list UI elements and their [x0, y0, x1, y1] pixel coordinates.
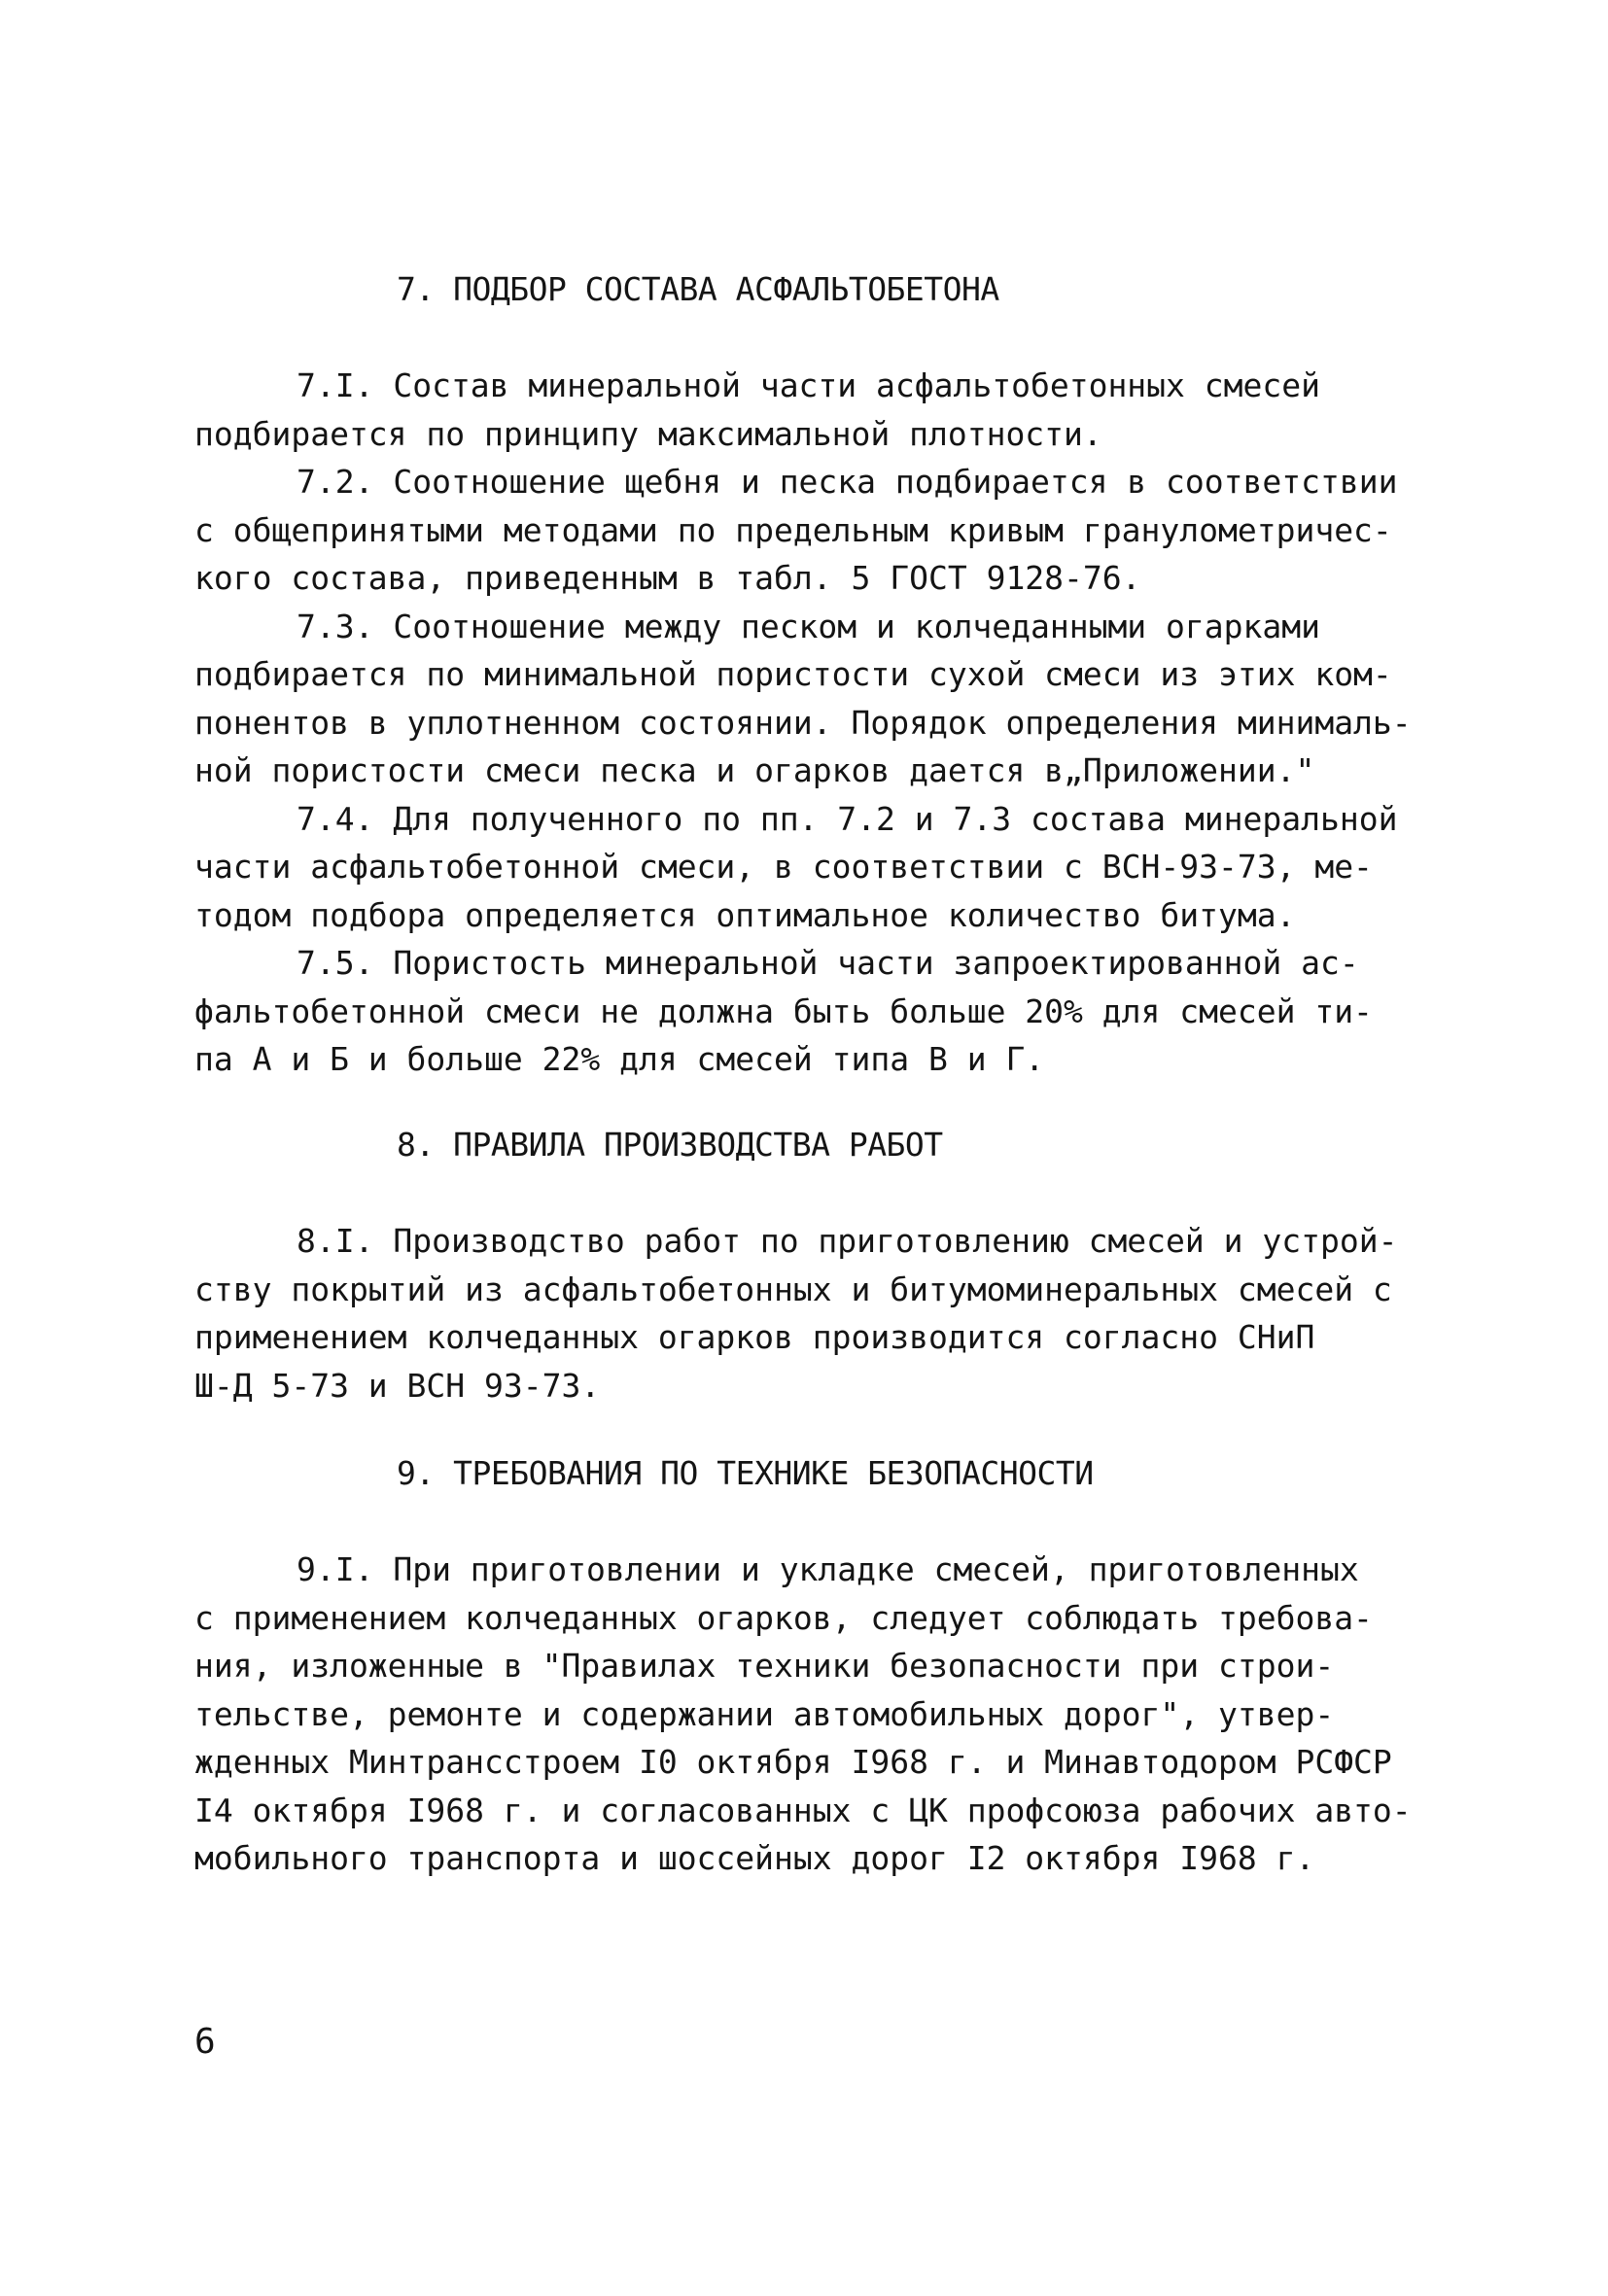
- text-line: с общепринятыми методами по предельным кривым гранулометричес-: [194, 510, 1392, 549]
- text-line: тодом подбора определяется оптимальное количество битума.: [194, 895, 1296, 934]
- text-line: 7.3. Соотношение между песком и колчеданными огарками: [297, 607, 1320, 645]
- text-line: тельстве, ремонте и содержании автомобильных дорог", утвер-: [194, 1694, 1335, 1733]
- text-line: жденных Минтрансстроем I0 октября I968 г. и Минавтодором РСФСР: [194, 1743, 1392, 1781]
- text-line: 7.5. Пористость минеральной части запроектированной ас-: [297, 944, 1359, 982]
- text-line: применением колчеданных огарков производится согласно СНиП: [194, 1318, 1315, 1356]
- section-7-heading: 7. ПОДБОР СОСТАВА АСФАЛЬТОБЕТОНА: [397, 270, 999, 308]
- text-line: ству покрытий из асфальтобетонных и битумоминеральных смесей с: [194, 1270, 1392, 1308]
- text-line: понентов в уплотненном состоянии. Порядок определения минималь-: [194, 703, 1412, 742]
- text-line: I4 октября I968 г. и согласованных с ЦК профсоюза рабочих авто-: [194, 1791, 1412, 1829]
- section-8-body: [194, 1217, 1439, 1409]
- page-number: 6: [194, 2022, 216, 2062]
- text-line: па А и Б и больше 22% для смесей типа В и Г.: [194, 1040, 1045, 1078]
- section-9-heading: 9. ТРЕБОВАНИЯ ПО ТЕХНИКЕ БЕЗОПАСНОСТИ: [397, 1454, 1094, 1492]
- text-line: 9.I. При приготовлении и укладке смесей, приготовленных: [297, 1550, 1359, 1588]
- text-line: 8.I. Производство работ по приготовлению смесей и устрой-: [297, 1222, 1398, 1260]
- text-line: мобильного транспорта и шоссейных дорог I2 октября I968 г.: [194, 1839, 1315, 1877]
- text-line: фальтобетонной смеси не должна быть больше 20% для смесей ти-: [194, 991, 1373, 1030]
- text-line: Ш-Д 5-73 и ВСН 93-73.: [194, 1366, 601, 1405]
- text-line: ной пористости смеси песка и огарков дается в„Приложении.": [194, 751, 1315, 789]
- text-line: подбирается по минимальной пористости сухой смеси из этих ком-: [194, 655, 1392, 693]
- text-line: подбирается по принципу максимальной плотности.: [194, 414, 1102, 453]
- section-7-body: [194, 362, 1439, 1084]
- text-line: 7.I. Состав минеральной части асфальтобетонных смесей: [297, 366, 1320, 404]
- text-line: кого состава, приведенным в табл. 5 ГОСТ 9128-76.: [194, 559, 1141, 597]
- text-line: с применением колчеданных огарков, следует соблюдать требова-: [194, 1598, 1373, 1637]
- section-8-heading: 8. ПРАВИЛА ПРОИЗВОДСТВА РАБОТ: [397, 1126, 943, 1164]
- text-line: 7.2. Соотношение щебня и песка подбирается в соответствии: [297, 463, 1398, 501]
- text-line: 7.4. Для полученного по пп. 7.2 и 7.3 состава минеральной: [297, 799, 1398, 838]
- section-9-body: [194, 1546, 1439, 1883]
- text-line: ния, изложенные в "Правилах техники безопасности при строи-: [194, 1647, 1335, 1685]
- text-line: части асфальтобетонной смеси, в соответствии с ВСН-93-73, ме-: [194, 848, 1373, 886]
